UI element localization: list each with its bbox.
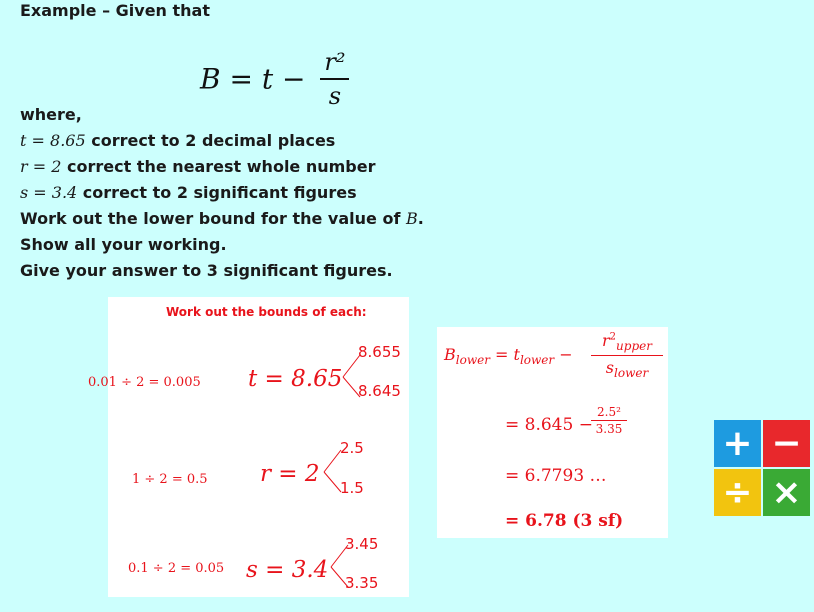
instruction-lower-bound bbox=[20, 209, 424, 228]
bounds-calc-r: 1 ÷ 2 = 0.5 bbox=[132, 472, 208, 487]
given-var-r: r = 2 bbox=[20, 157, 62, 176]
calc-B-sub: lower bbox=[455, 353, 490, 368]
calc-t-sub: lower bbox=[519, 353, 555, 368]
given-text-r: correct the nearest whole number bbox=[61, 157, 376, 176]
minus-icon: − bbox=[763, 420, 810, 467]
bounds-lower-r: 1.5 bbox=[340, 479, 364, 497]
instruction-sig-figs: Give your answer to 3 significant figures. bbox=[20, 261, 393, 280]
instr1-post: . bbox=[417, 209, 424, 228]
given-line-t bbox=[20, 131, 335, 150]
formula-denominator: s bbox=[328, 82, 342, 110]
bounds-upper-r: 2.5 bbox=[340, 439, 364, 457]
calc-step-2: = 6.7793 … bbox=[505, 466, 607, 486]
given-text-s: correct to 2 significant figures bbox=[77, 183, 357, 202]
calc-t: t bbox=[513, 345, 520, 364]
multiply-icon: × bbox=[763, 469, 810, 516]
formula-fraction bbox=[320, 48, 349, 110]
calc-r-sup: 2 bbox=[609, 331, 617, 343]
calc-s-sub: lower bbox=[614, 366, 649, 381]
bounds-calc-s: 0.1 ÷ 2 = 0.05 bbox=[128, 561, 225, 576]
calc-step1-num: 2.5² bbox=[591, 405, 627, 421]
plus-icon: + bbox=[714, 420, 761, 467]
divide-icon: ÷ bbox=[714, 469, 761, 516]
given-var-s: s = 3.4 bbox=[20, 183, 78, 202]
calc-B: B bbox=[444, 345, 456, 364]
bounds-var-s: s = 3.4 bbox=[246, 557, 329, 583]
given-var-t: t = 8.65 bbox=[20, 131, 86, 150]
bounds-upper-t: 8.655 bbox=[358, 343, 401, 361]
given-line-s bbox=[20, 183, 357, 202]
calc-step-3: = 6.78 (3 sf) bbox=[505, 511, 624, 531]
bounds-panel bbox=[88, 297, 409, 597]
given-text-t: correct to 2 decimal places bbox=[85, 131, 336, 150]
calc-line-1: $B_{lower} = t_{lower}$ − bbox=[444, 345, 573, 368]
bounds-upper-s: 3.45 bbox=[345, 535, 379, 553]
calculation-panel bbox=[437, 327, 668, 538]
calc-fraction-2 bbox=[591, 405, 627, 436]
given-line-r bbox=[20, 157, 376, 176]
bounds-lower-t: 8.645 bbox=[358, 382, 401, 400]
calc-r: r bbox=[602, 331, 610, 350]
instr1-pre: Work out the lower bound for the value of bbox=[20, 209, 406, 228]
bounds-lower-s: 3.35 bbox=[345, 574, 379, 592]
instruction-show-working: Show all your working. bbox=[20, 235, 227, 254]
calc-fraction-1 bbox=[591, 331, 663, 380]
instr1-var: B bbox=[405, 209, 418, 228]
where-label: where, bbox=[20, 105, 82, 124]
calc-s: s bbox=[605, 358, 615, 378]
bounds-heading: Work out the bounds of each: bbox=[166, 305, 367, 319]
bounds-calc-t: 0.01 ÷ 2 = 0.005 bbox=[88, 375, 201, 390]
calc-step-1: = 8.645 − bbox=[505, 415, 593, 435]
calculator-operations-icon bbox=[714, 420, 810, 516]
bounds-var-t: t = 8.65 bbox=[248, 366, 343, 392]
bounds-var-r: r = 2 bbox=[260, 461, 320, 487]
formula-lhs: B = t − bbox=[200, 62, 306, 96]
formula-numerator: r² bbox=[320, 48, 349, 80]
calc-step1-den: 3.35 bbox=[595, 422, 623, 436]
calc-r-sub: upper bbox=[616, 339, 652, 354]
question-title: Example – Given that bbox=[20, 1, 210, 20]
main-formula bbox=[200, 48, 349, 110]
